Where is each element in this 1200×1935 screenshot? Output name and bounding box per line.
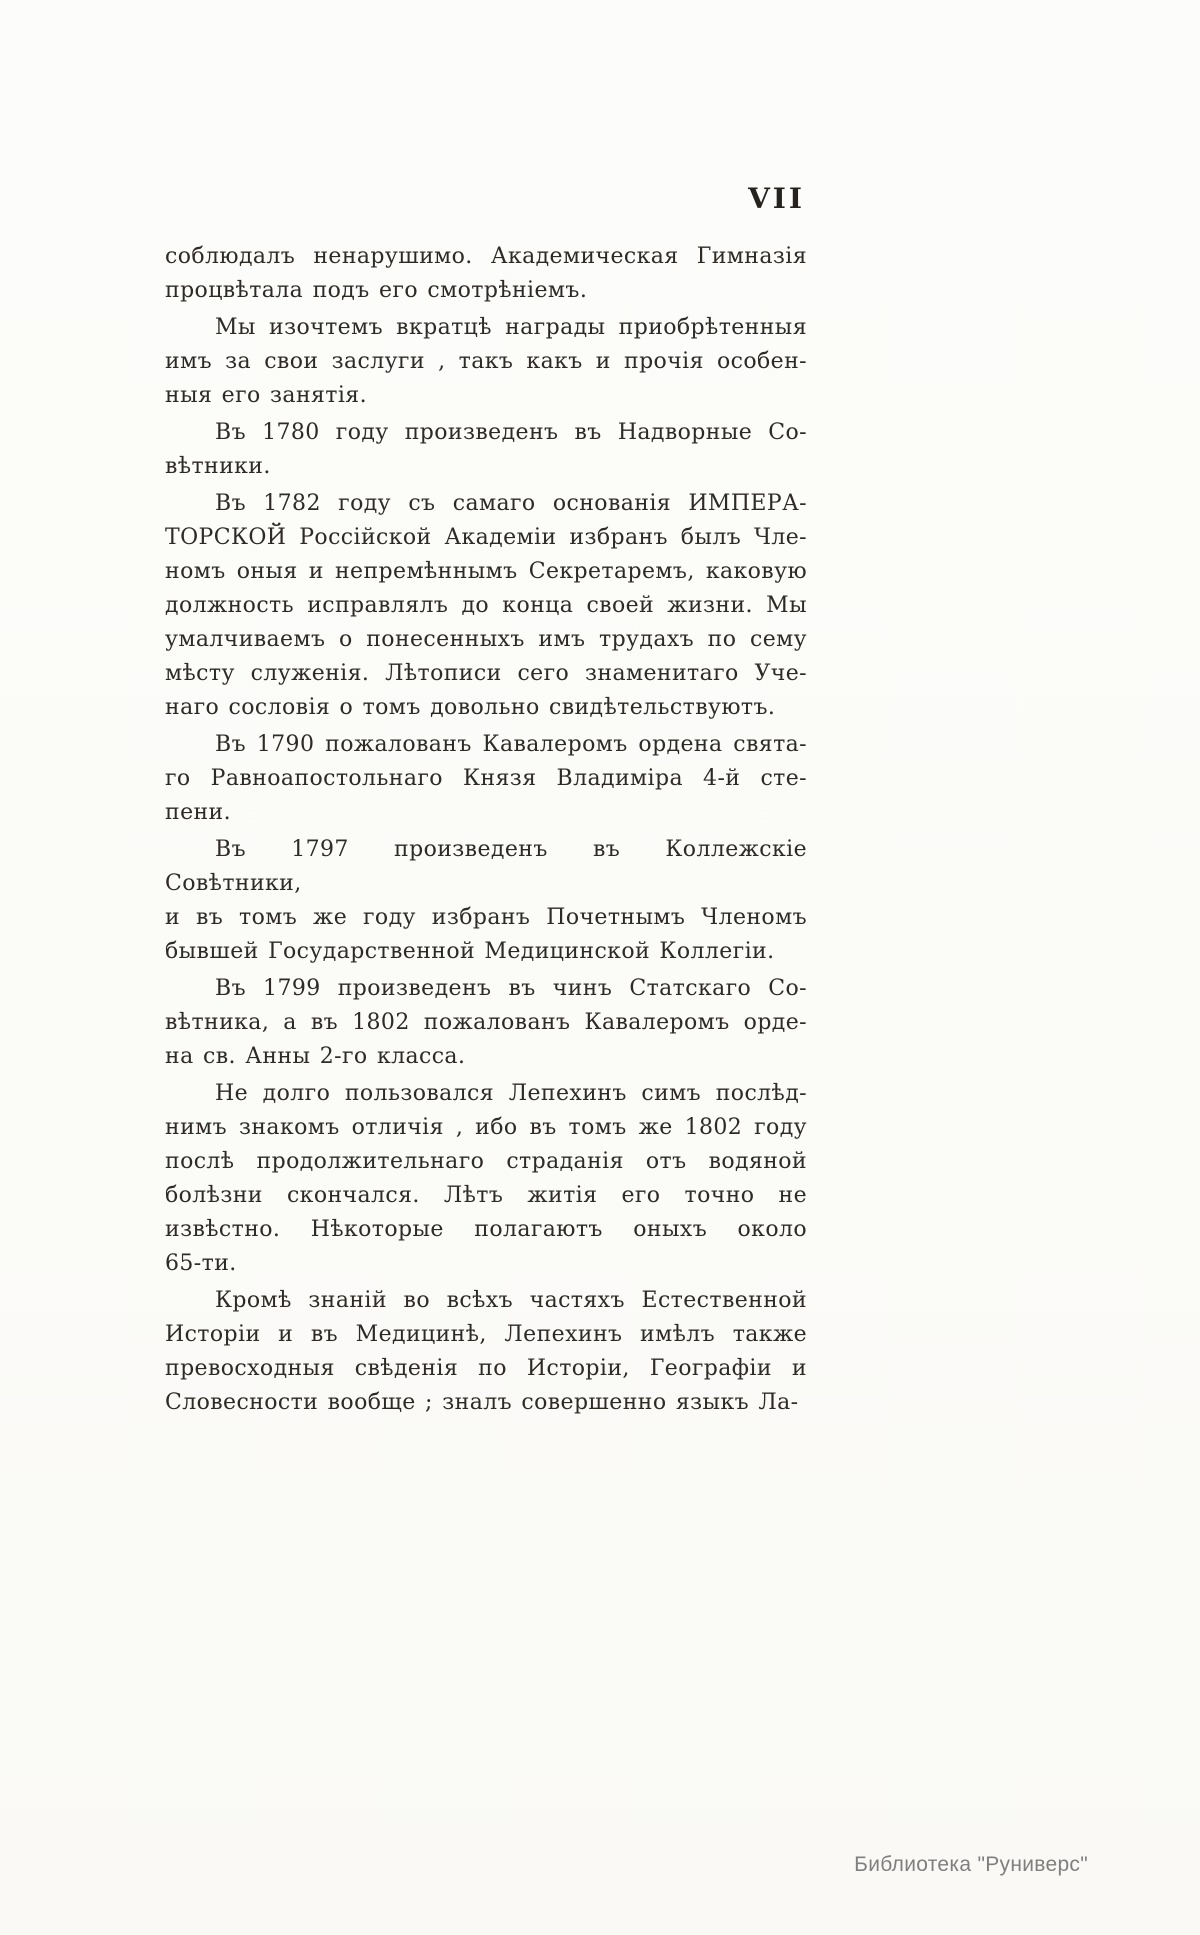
text-line: Кромѣ знаній во всѣхъ частяхъ Естественной [215, 1288, 807, 1313]
text-line: извѣстно. Нѣкоторые полагаютъ оныхъ около [165, 1217, 807, 1242]
text-line: превосходныя свѣденія по Исторіи, Географіи и [165, 1356, 807, 1381]
text-line: пени. [165, 800, 232, 825]
text-line: Въ 1782 году съ самаго основанія ИМПЕРА- [215, 491, 807, 516]
library-watermark: Библиотека "Руниверс" [854, 1853, 1088, 1876]
text-line: Не долго пользовался Лепехинъ симъ послѣд- [215, 1081, 807, 1106]
text-line: Исторіи и въ Медицинѣ, Лепехинъ имѣлъ также [165, 1322, 807, 1347]
text-line: послѣ продолжительнаго страданія отъ водяной [165, 1149, 807, 1174]
text-line: процвѣтала подъ его смотрѣніемъ. [165, 278, 588, 303]
text-line: Въ 1790 пожалованъ Кавалеромъ ордена свята- [215, 732, 807, 757]
text-line: умалчиваемъ о понесенныхъ имъ трудахъ по сему [165, 627, 807, 652]
text-line: Словесности вообще ; зналъ совершенно языкъ Ла- [165, 1390, 799, 1415]
text-line: Мы изочтемъ вкратцѣ награды приобрѣтенныя [215, 315, 807, 340]
text-line: нимъ знакомъ отличія , ибо въ томъ же 1802 году [165, 1115, 807, 1140]
text-line: наго сословія о томъ довольно свидѣтельствуютъ. [165, 695, 776, 720]
text-line: бывшей Государственной Медицинской Коллегіи. [165, 939, 775, 964]
text-line: номъ оныя и непремѣннымъ Секретаремъ, каковую [165, 559, 807, 584]
page-text-block [165, 240, 807, 1420]
text-line: ТОРСКОЙ Россійской Академіи избранъ былъ Чле- [165, 525, 807, 550]
page-number: VII [748, 182, 805, 215]
text-line: Въ 1780 году произведенъ въ Надворные Со- [215, 420, 807, 445]
text-line: ныя его занятія. [165, 383, 367, 408]
text-line: 65-ти. [165, 1251, 237, 1276]
text-line: имъ за свои заслуги , такъ какъ и прочія особен- [165, 349, 807, 374]
text-line: болѣзни скончался. Лѣтъ житія его точно не [165, 1183, 807, 1208]
text-line: и въ томъ же году избранъ Почетнымъ Членомъ [165, 905, 807, 930]
text-line: мѣсту служенія. Лѣтописи сего знаменитаго Уче- [165, 661, 807, 686]
text-line: го Равноапостольнаго Князя Владиміра 4-й сте- [165, 766, 807, 791]
text-line: Въ 1799 произведенъ въ чинъ Статскаго Со- [215, 976, 807, 1001]
text-line: соблюдалъ ненарушимо. Академическая Гимназія [165, 244, 807, 269]
text-line: вѣтники. [165, 454, 271, 479]
text-line: вѣтника, а въ 1802 пожалованъ Кавалеромъ орде- [165, 1010, 807, 1035]
text-line: Въ 1797 произведенъ въ Коллежскіе Совѣтники, [165, 837, 807, 896]
text-line: на св. Анны 2-го класса. [165, 1044, 466, 1069]
text-line: должность исправлялъ до конца своей жизни. Мы [165, 593, 807, 618]
